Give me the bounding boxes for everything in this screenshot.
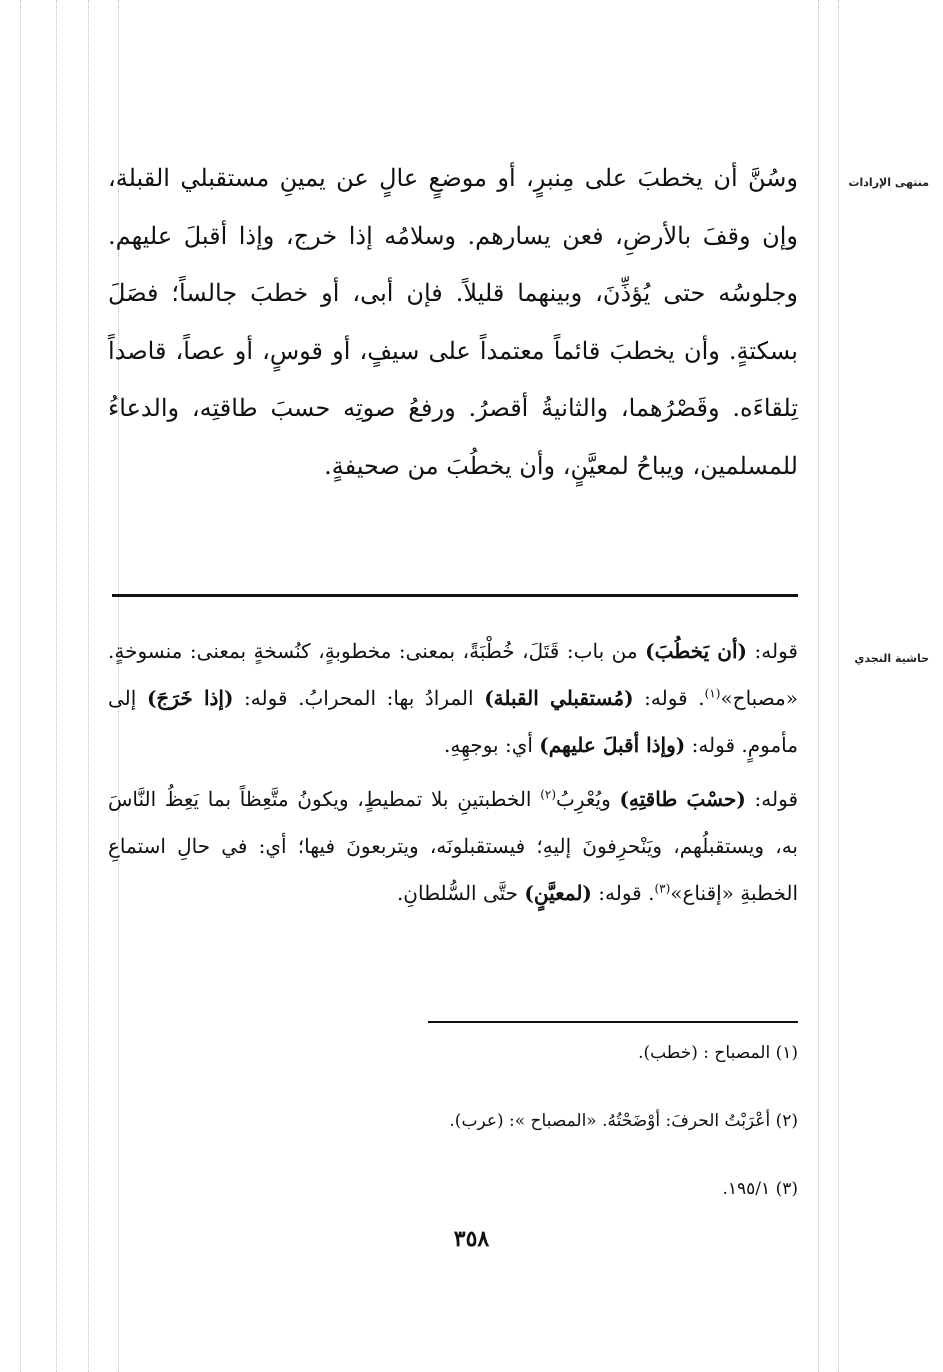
scan-guide-line [838,0,839,1372]
footnote-ref: (١) [704,686,721,701]
quoted-term: (مُستقبلي القبلة) [484,686,634,710]
commentary-paragraph-1 [108,628,798,769]
commentary-text: إلى مأمومٍ. قوله: [108,686,798,757]
main-text-block [108,150,798,495]
quoted-term: (إذا خَرَجَ) [146,686,234,710]
commentary-text: حتَّى السُّلطانِ. [396,881,525,905]
commentary-text: الخطبتينِ بلا تمطيطٍ، ويكونُ متَّعِظاً بما يَعِظُ النَّاسَ به، ويستقبلُهم، ويَنْحرِفونَ إليهِ؛ فيستقبلونَه، ويتربعونَ فيها؛ أي: في حالِ استماعِ الخطبةِ «إقناع» [108,787,798,905]
commentary-block [108,628,798,917]
commentary-text: ويُعْرِبُ [556,787,620,811]
scan-guide-line [20,0,21,1372]
page-number: ٣٥٨ [453,1226,490,1252]
footnote-3: (٣) ١٩٥/١. [722,1179,798,1199]
commentary-text: . قوله: [591,881,655,905]
footnote-ref: (٢) [540,787,557,802]
commentary-text: من باب: قَتَلَ، خُطْبَةً، بمعنى: مخطوبةٍ، كنُسخةٍ بمعنى: منسوخةٍ. «مصباح» [108,639,799,710]
commentary-text: قوله: [747,639,798,663]
quoted-term: (وإذا أقبلَ عليهم) [539,733,686,757]
main-text-side-label: منتهى الإرادات [848,176,929,189]
commentary-text: . قوله: [633,686,705,710]
scan-guide-line [818,0,819,1372]
section-divider [112,594,798,597]
quoted-term: (أن يَخطُبَ) [645,639,747,663]
commentary-text: أي: بوجهِهِ. [444,733,540,757]
scan-guide-line [56,0,57,1372]
footnotes-block [108,1036,798,1206]
quoted-term: (لمعيَّنٍ) [524,881,592,905]
commentary-text: المرادُ بها: المحرابُ. قوله: [233,686,485,710]
commentary-text: قوله: [745,787,799,811]
main-paragraph: وسُنَّ أن يخطبَ على مِنبرٍ، أو موضعٍ عالٍ عن يمينِ مستقبلي القبلة، وإن وقفَ بالأرضِ، فعن يسارهم. وسلامُه إذا خرج، وإذا أقبلَ عليهم. وجلوسُه حتى يُؤذِّنَ، وبينهما قليلاً. فإن أبى، أو خطبَ جالساً؛ فصَلَ بسكتةٍ. وأن يخطبَ قائماً معتمداً على سيفٍ، أو قوسٍ، أو عصاً، قاصداً تِلقاءَه. وقَصْرُهما، والثانيةُ أقصرُ. ورفعُ صوتِه حسبَ طاقتِه، والدعاءُ للمسلمين، ويباحُ لمعيَّنٍ، وأن يخطُبَ من صحيفةٍ. [108,164,798,480]
commentary-side-label: حاشية النجدي [854,652,929,665]
footnote-ref: (٣) [654,881,671,896]
footnote-1: (١) المصباح : (خطب). [638,1043,798,1063]
footnote-2: (٢) أعْرَبْتُ الحرفَ: أوْضَحْتُهُ. «المصباح »: (عرب). [449,1111,798,1131]
commentary-paragraph-2 [108,776,798,917]
footnote-divider [428,1021,798,1023]
quoted-term: (حسْبَ طاقتِهِ) [619,787,746,811]
scan-guide-line [88,0,89,1372]
